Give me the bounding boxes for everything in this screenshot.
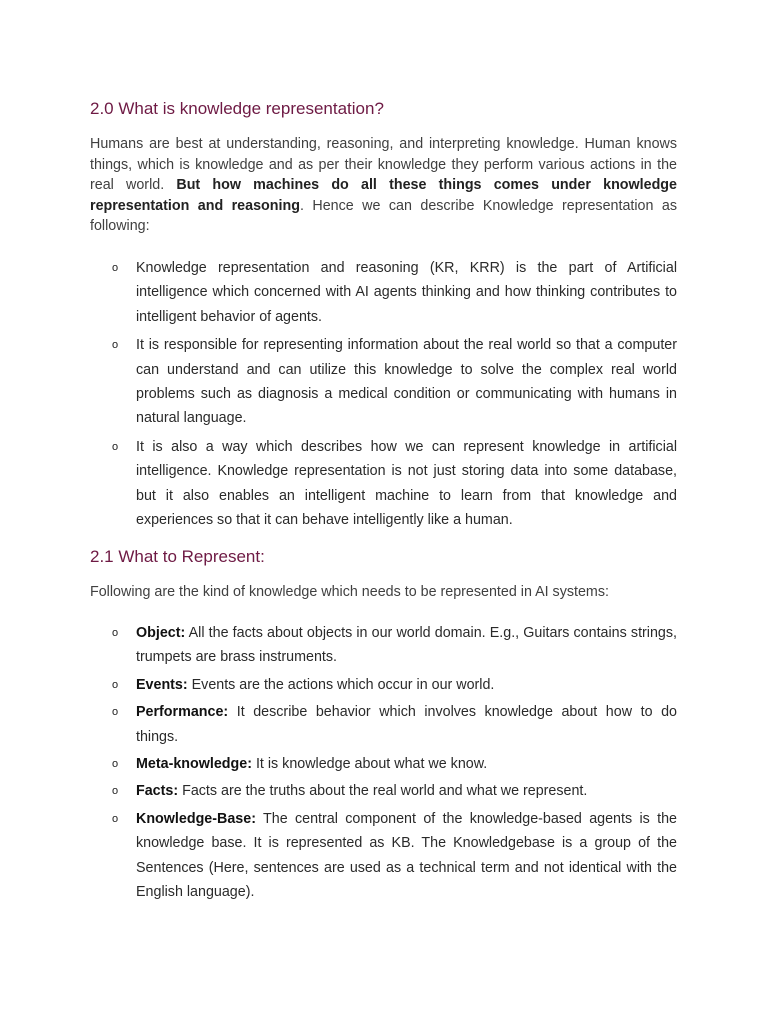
item-term: Knowledge-Base: <box>136 810 256 827</box>
list-item-text: It is responsible for representing information about the real world so that a computer can understand and can utilize this knowledge to solve the complex real world problems such as diagnosis a medical condition or communicating with humans in natural language. <box>136 337 677 427</box>
item-description: All the facts about objects in our world domain. E.g., Guitars contains strings, trumpets are brass instruments. <box>136 625 677 666</box>
kr-bullet-list <box>90 256 677 532</box>
bullet-icon: o <box>112 627 119 640</box>
bullet-icon: o <box>112 678 119 691</box>
bullet-icon: o <box>112 339 119 352</box>
bullet-icon: o <box>112 706 119 719</box>
item-description: The central component of the knowledge-based agents is the knowledge base. It is represented as KB. The Knowledgebase is a group of the Sentences (Here, sentences are used as a technical term and not identical with the English language). <box>136 810 677 901</box>
bullet-icon: o <box>112 440 119 453</box>
list-item <box>90 779 677 803</box>
section-heading-2-1: 2.1 What to Represent: <box>90 547 265 567</box>
intro-text-1: Humans are best at understanding, reasoning, and interpreting knowledge. Human knows things, which is knowledge and as per their knowledge they perform various actions in the real world. <box>90 136 677 194</box>
item-term: Meta-knowledge: <box>136 756 252 773</box>
intro-paragraph <box>90 134 677 237</box>
list-item <box>90 673 677 697</box>
knowledge-kinds-list <box>90 621 677 904</box>
bullet-icon: o <box>112 261 119 274</box>
bullet-icon: o <box>112 758 119 771</box>
item-description: Facts are the truths about the real world and what we represent. <box>178 783 588 800</box>
intro-text-2: . Hence we can describe Knowledge representation as following: <box>90 197 677 235</box>
bullet-icon: o <box>112 812 119 825</box>
intro-bold-text: But how machines do all these things comes under knowledge representation and reasoning <box>90 177 677 214</box>
item-term: Performance: <box>136 704 229 721</box>
item-description: It describe behavior which involves knowledge about how to do things. <box>136 704 677 745</box>
document-page <box>90 96 677 908</box>
list-item <box>90 333 677 431</box>
list-item-text: It is also a way which describes how we can represent knowledge in artificial intelligence. Knowledge representation is not just storing data into some database, but it also enables an intelligent machine to learn from that knowledge and experiences so that it can behave intelligently like a human. <box>136 438 677 529</box>
list-item <box>90 807 677 905</box>
item-description: Events are the actions which occur in our world. <box>187 676 495 693</box>
list-item <box>90 435 677 533</box>
list-item <box>90 700 677 749</box>
list-item <box>90 256 677 329</box>
list-item-text: Knowledge representation and reasoning (KR, KRR) is the part of Artificial intelligence which concerned with AI agents thinking and how thinking contributes to intelligent behavior of agents. <box>136 259 677 325</box>
item-term: Object: <box>136 625 186 642</box>
item-term: Events: <box>136 676 188 693</box>
item-description: It is knowledge about what we know. <box>251 756 488 773</box>
represent-intro-paragraph: Following are the kind of knowledge which needs to be represented in AI systems: <box>90 584 609 601</box>
section-heading-2-0: 2.0 What is knowledge representation? <box>90 99 384 118</box>
list-item <box>90 621 677 670</box>
item-term: Facts: <box>136 783 179 800</box>
bullet-icon: o <box>112 785 119 798</box>
list-item <box>90 752 677 776</box>
